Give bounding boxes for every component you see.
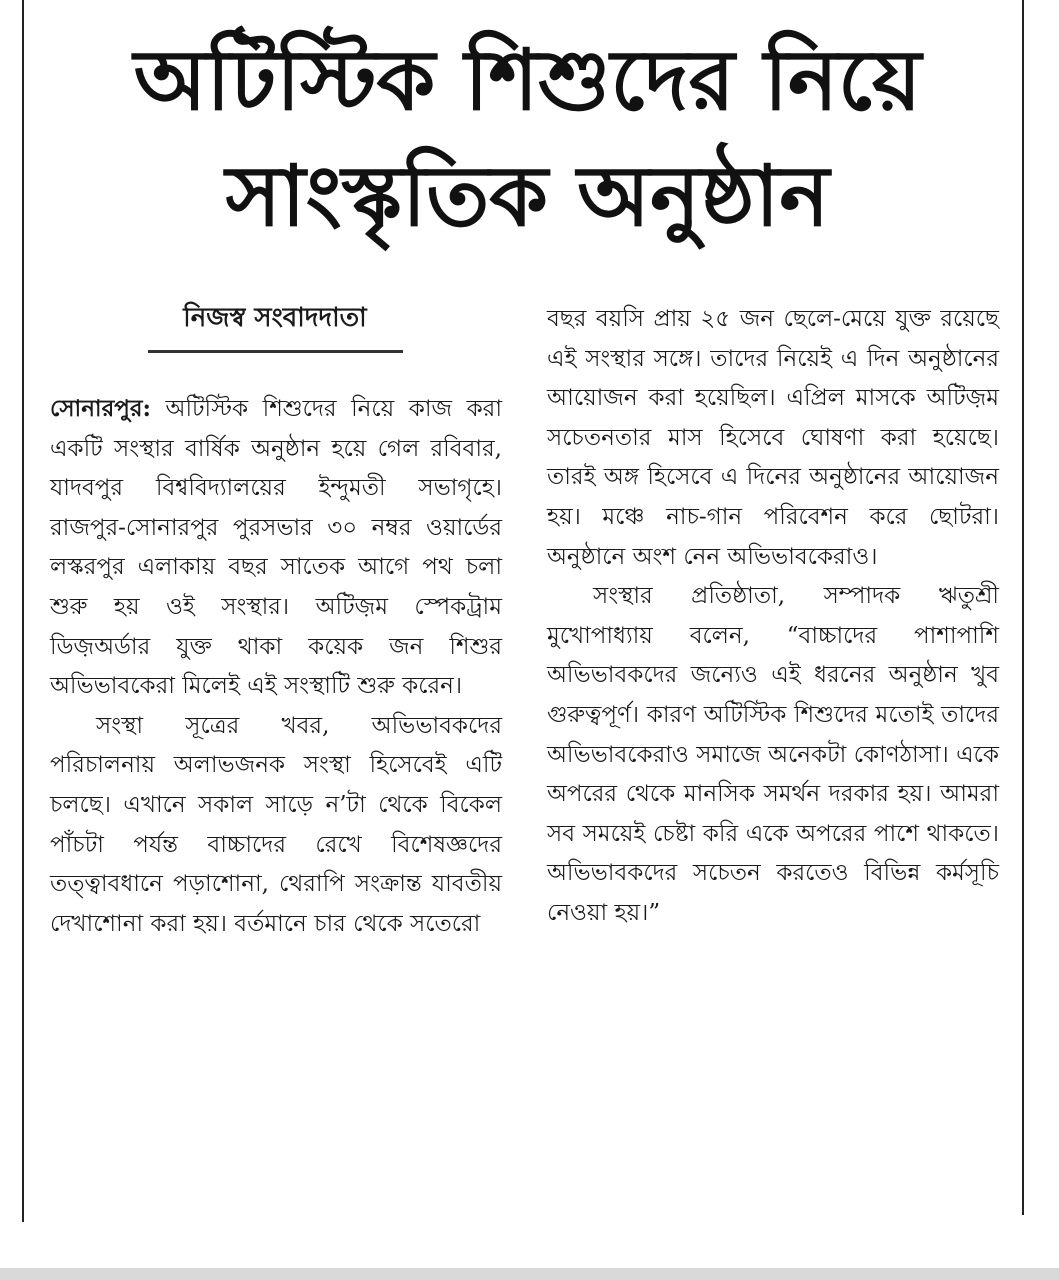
column-rule-left — [22, 0, 24, 1222]
article-column-right — [547, 300, 999, 934]
headline-line-2: সাংস্কৃতিক অনুষ্ঠান — [225, 147, 830, 245]
paragraph-1 — [50, 389, 502, 707]
page-bottom-edge — [0, 1268, 1059, 1280]
byline-underline — [148, 350, 403, 353]
dateline: সোনারপুর: — [50, 395, 151, 422]
byline: নিজস্ব সংবাদদাতা — [183, 303, 367, 333]
headline — [40, 22, 1015, 254]
paragraph-1-text: অটিস্টিক শিশুদের নিয়ে কাজ করা একটি সংস্থার বার্ষিক অনুষ্ঠান হয়ে গেল রবিবার, যাদবপুর বিশ্ববিদ্যালয়ের ইন্দুমতী সভাগৃহে। রাজপুর-সোনারপুর পুরসভার ৩০ নম্বর ওয়ার্ডের লস্করপুর এলাকায় বছর সাতেক আগে পথ চলা শুরু হয় ওই সংস্থার। অটিজ়ম স্পেকট্রাম ডিজ়অর্ডার যুক্ত থাকা কয়েক জন শিশুর অভিভাবকেরা মিলেই এই সংস্থাটি শুরু করেন। — [50, 396, 502, 700]
column-rule-right — [1022, 0, 1024, 1215]
headline-line-1: অটিস্টিক শিশুদের নিয়ে — [133, 31, 922, 129]
article-column-left — [50, 389, 502, 944]
paragraph-2-continued: বছর বয়সি প্রায় ২৫ জন ছেলে-মেয়ে যুক্ত রয়েছে এই সংস্থার সঙ্গে। তাদের নিয়েই এ দিন অনুষ্ঠানের আয়োজন করা হয়েছিল। এপ্রিল মাসকে অটিজ়ম সচেতনতার মাস হিসেবে ঘোষণা করা হয়েছে। তারই অঙ্গ হিসেবে এ দিনের অনুষ্ঠানের আয়োজন হয়। মঞ্চে নাচ-গান পরিবেশন করে ছোটরা। অনুষ্ঠানে অংশ নেন অভিভাবকেরাও। — [547, 306, 999, 570]
paragraph-3: সংস্থার প্রতিষ্ঠাতা, সম্পাদক ঋতুশ্রী মুখোপাধ্যায় বলেন, “বাচ্চাদের পাশাপাশি অভিভাবকদের জন্যেও এই ধরনের অনুষ্ঠান খুব গুরুত্বপূর্ণ। কারণ অটিস্টিক শিশুদের মতোই তাদের অভিভাবকেরাও সমাজে অনেকটা কোণঠাসা। একে অপরের থেকে মানসিক সমর্থন দরকার হয়। আমরা সব সময়েই চেষ্টা করি একে অপরের পাশে থাকতে। অভিভাবকদের সচেতন করতেও বিভিন্ন কর্মসূচি নেওয়া হয়।” — [547, 583, 999, 926]
paragraph-2: সংস্থা সূত্রের খবর, অভিভাবকদের পরিচালনায় অলাভজনক সংস্থা হিসেবেই এটি চলছে। এখানে সকাল সাড়ে ন’টা থেকে বিকেল পাঁচটা পর্যন্ত বাচ্চাদের রেখে বিশেষজ্ঞদের তত্ত্বাবধানে পড়াশোনা, থেরাপি সংক্রান্ত যাবতীয় দেখাশোনা করা হয়। বর্তমানে চার থেকে সতেরো — [50, 712, 502, 937]
